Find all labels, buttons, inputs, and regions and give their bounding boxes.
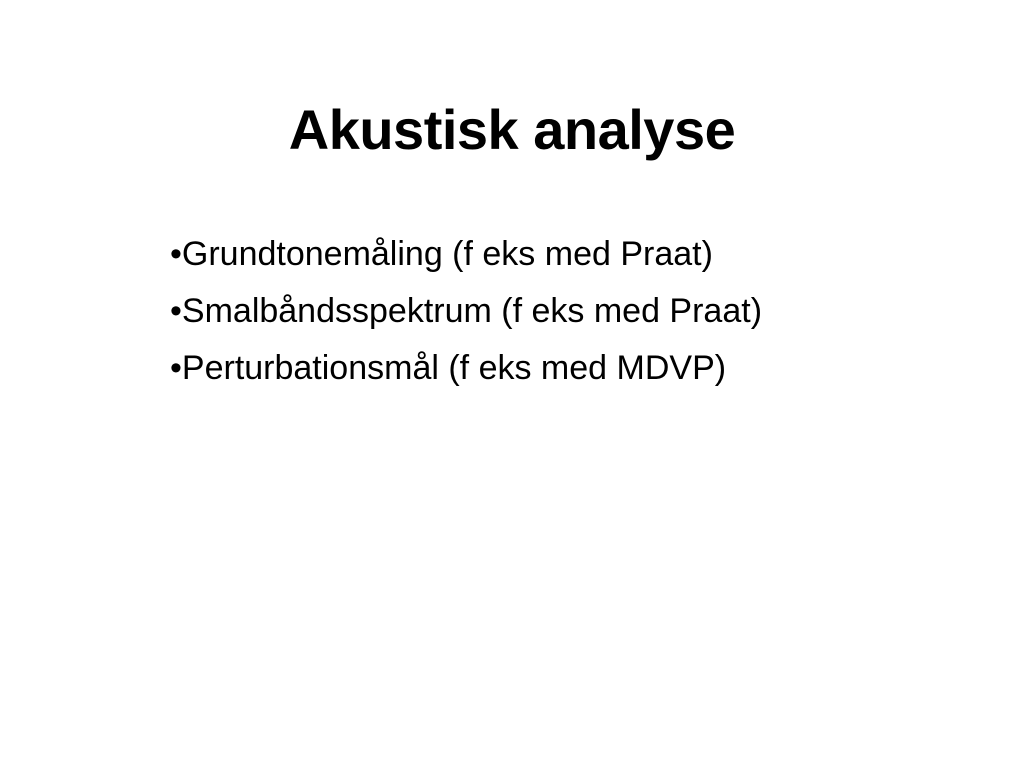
bullet-item-smalbandsspektrum: •Smalbåndsspektrum (f eks med Praat): [170, 292, 763, 330]
bullet-item-grundtonemaling: •Grundtonemåling (f eks med Praat): [170, 235, 713, 273]
bullet-item-perturbationsmal: •Perturbationsmål (f eks med MDVP): [170, 349, 727, 387]
bullet-list: [170, 226, 762, 397]
slide-title: Akustisk analyse: [288, 98, 736, 161]
